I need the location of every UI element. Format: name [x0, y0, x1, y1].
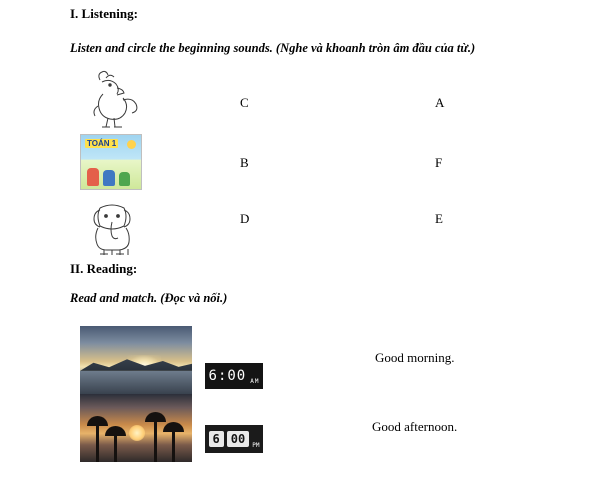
phrase-good-afternoon[interactable]: Good afternoon.	[372, 419, 458, 434]
clock-afternoon-meridiem: PM	[252, 442, 260, 449]
sunset-sky	[80, 394, 192, 462]
book-sun-icon	[127, 140, 136, 149]
clock-morning-meridiem: AM	[250, 378, 260, 385]
book-title-text: TOÁN 1	[87, 139, 117, 148]
digital-clock-afternoon	[205, 425, 263, 453]
clock-afternoon-hour: 6	[209, 431, 224, 447]
instruction-listening: Listen and circle the beginning sounds. (Nghe và khoanh tròn âm đầu của từ.)	[70, 41, 476, 55]
book-cover-art	[81, 135, 141, 189]
book-figure-3	[119, 172, 130, 186]
section-title-reading: II. Reading:	[70, 261, 138, 276]
palm-tree-2	[114, 432, 117, 462]
section-title-listening: I. Listening:	[70, 6, 138, 21]
phrase-good-morning[interactable]: Good morning.	[375, 350, 455, 365]
sunrise-over-mountains-photo	[80, 326, 192, 394]
clock-morning-time: 6:00	[208, 368, 247, 384]
book-figure-2	[103, 170, 115, 186]
option-letter-row3-right[interactable]: E	[435, 211, 443, 226]
digital-clock-morning	[205, 363, 263, 389]
book-figure-1	[87, 168, 99, 186]
water-surface	[80, 371, 192, 394]
option-letter-row3-left[interactable]: D	[240, 211, 250, 226]
palm-tree-3	[154, 418, 157, 462]
option-letter-row1-left[interactable]: C	[240, 95, 249, 110]
option-letter-row1-right[interactable]: A	[435, 95, 445, 110]
math-book-cover	[80, 134, 142, 190]
option-letter-row2-left[interactable]: B	[240, 155, 249, 170]
palm-tree-4	[172, 428, 175, 462]
rooster-line-drawing	[80, 70, 146, 132]
palm-tree-1	[96, 422, 99, 462]
clock-afternoon-minute: 00	[227, 431, 249, 447]
instruction-reading: Read and match. (Đọc và nối.)	[70, 291, 228, 305]
option-letter-row2-right[interactable]: F	[435, 155, 443, 170]
sunset-with-palm-trees-photo	[80, 394, 192, 462]
sunset-sun	[129, 425, 145, 441]
sunrise-sky	[80, 326, 192, 394]
elephant-line-drawing	[80, 196, 146, 258]
